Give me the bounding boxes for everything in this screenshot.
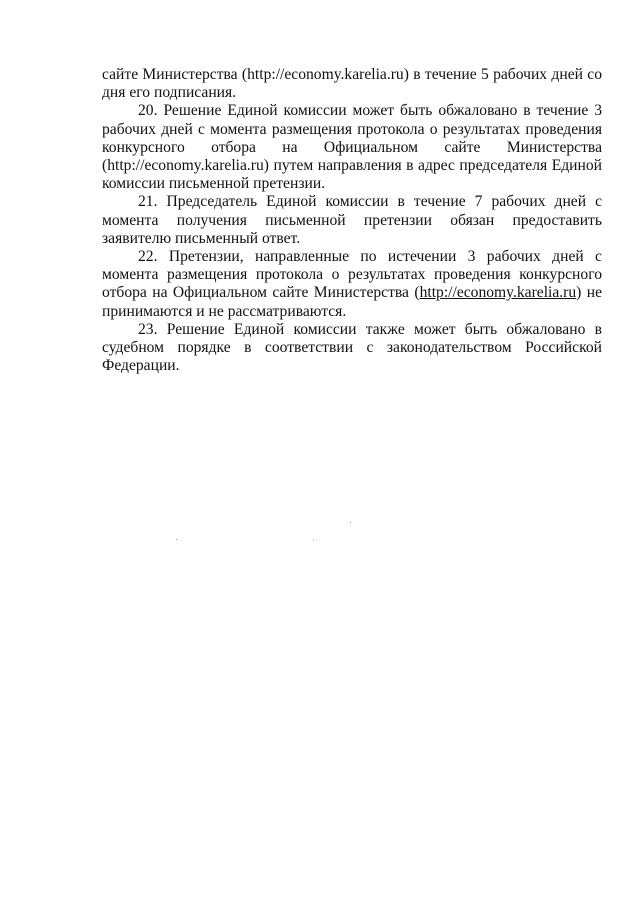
paragraph-21 <box>102 193 602 248</box>
item-number: 21. <box>138 193 158 211</box>
item-text-after-link: ) не принимаются и не рассматриваются. <box>102 284 603 320</box>
item-number: 23. <box>138 320 158 338</box>
item-text: Решение Единой комиссии также может быть обжаловано в судебном порядке в соответствии с законодательством Российской Федерации. <box>102 320 602 375</box>
scan-speck <box>313 539 314 540</box>
item-number: 22. <box>138 248 158 266</box>
ministry-website-link[interactable]: http://economy.karelia.ru <box>419 284 577 302</box>
item-text-before-link: Претензии, направленные по истечении 3 рабочих дней с момента размещения протокола о результатах проведения конкурсного отбора на Официальном сайте Министерства ( <box>102 248 602 302</box>
scan-speck <box>350 522 351 523</box>
document-body <box>102 66 602 375</box>
continuation-paragraph: сайте Министерства (http://economy.karelia.ru) в течение 5 рабочих дней со дня его подписания. <box>102 66 602 102</box>
scan-speck <box>176 539 177 540</box>
item-text: Председатель Единой комиссии в течение 7 рабочих дней с момента получения письменной претензии обязан предоставить заявителю письменный ответ. <box>102 193 602 247</box>
paragraph-23 <box>102 321 602 376</box>
paragraph-22 <box>102 248 602 321</box>
item-number: 20. <box>138 102 158 120</box>
paragraph-20 <box>102 102 602 193</box>
item-text: Решение Единой комиссии может быть обжаловано в течение 3 рабочих дней с момента размещения протокола о результатах проведения конкурсного отбора на Официальном сайте Министерства (http://economy.karelia.ru) путем направления в адрес председателя Единой комиссии письменной претензии. <box>102 102 602 193</box>
